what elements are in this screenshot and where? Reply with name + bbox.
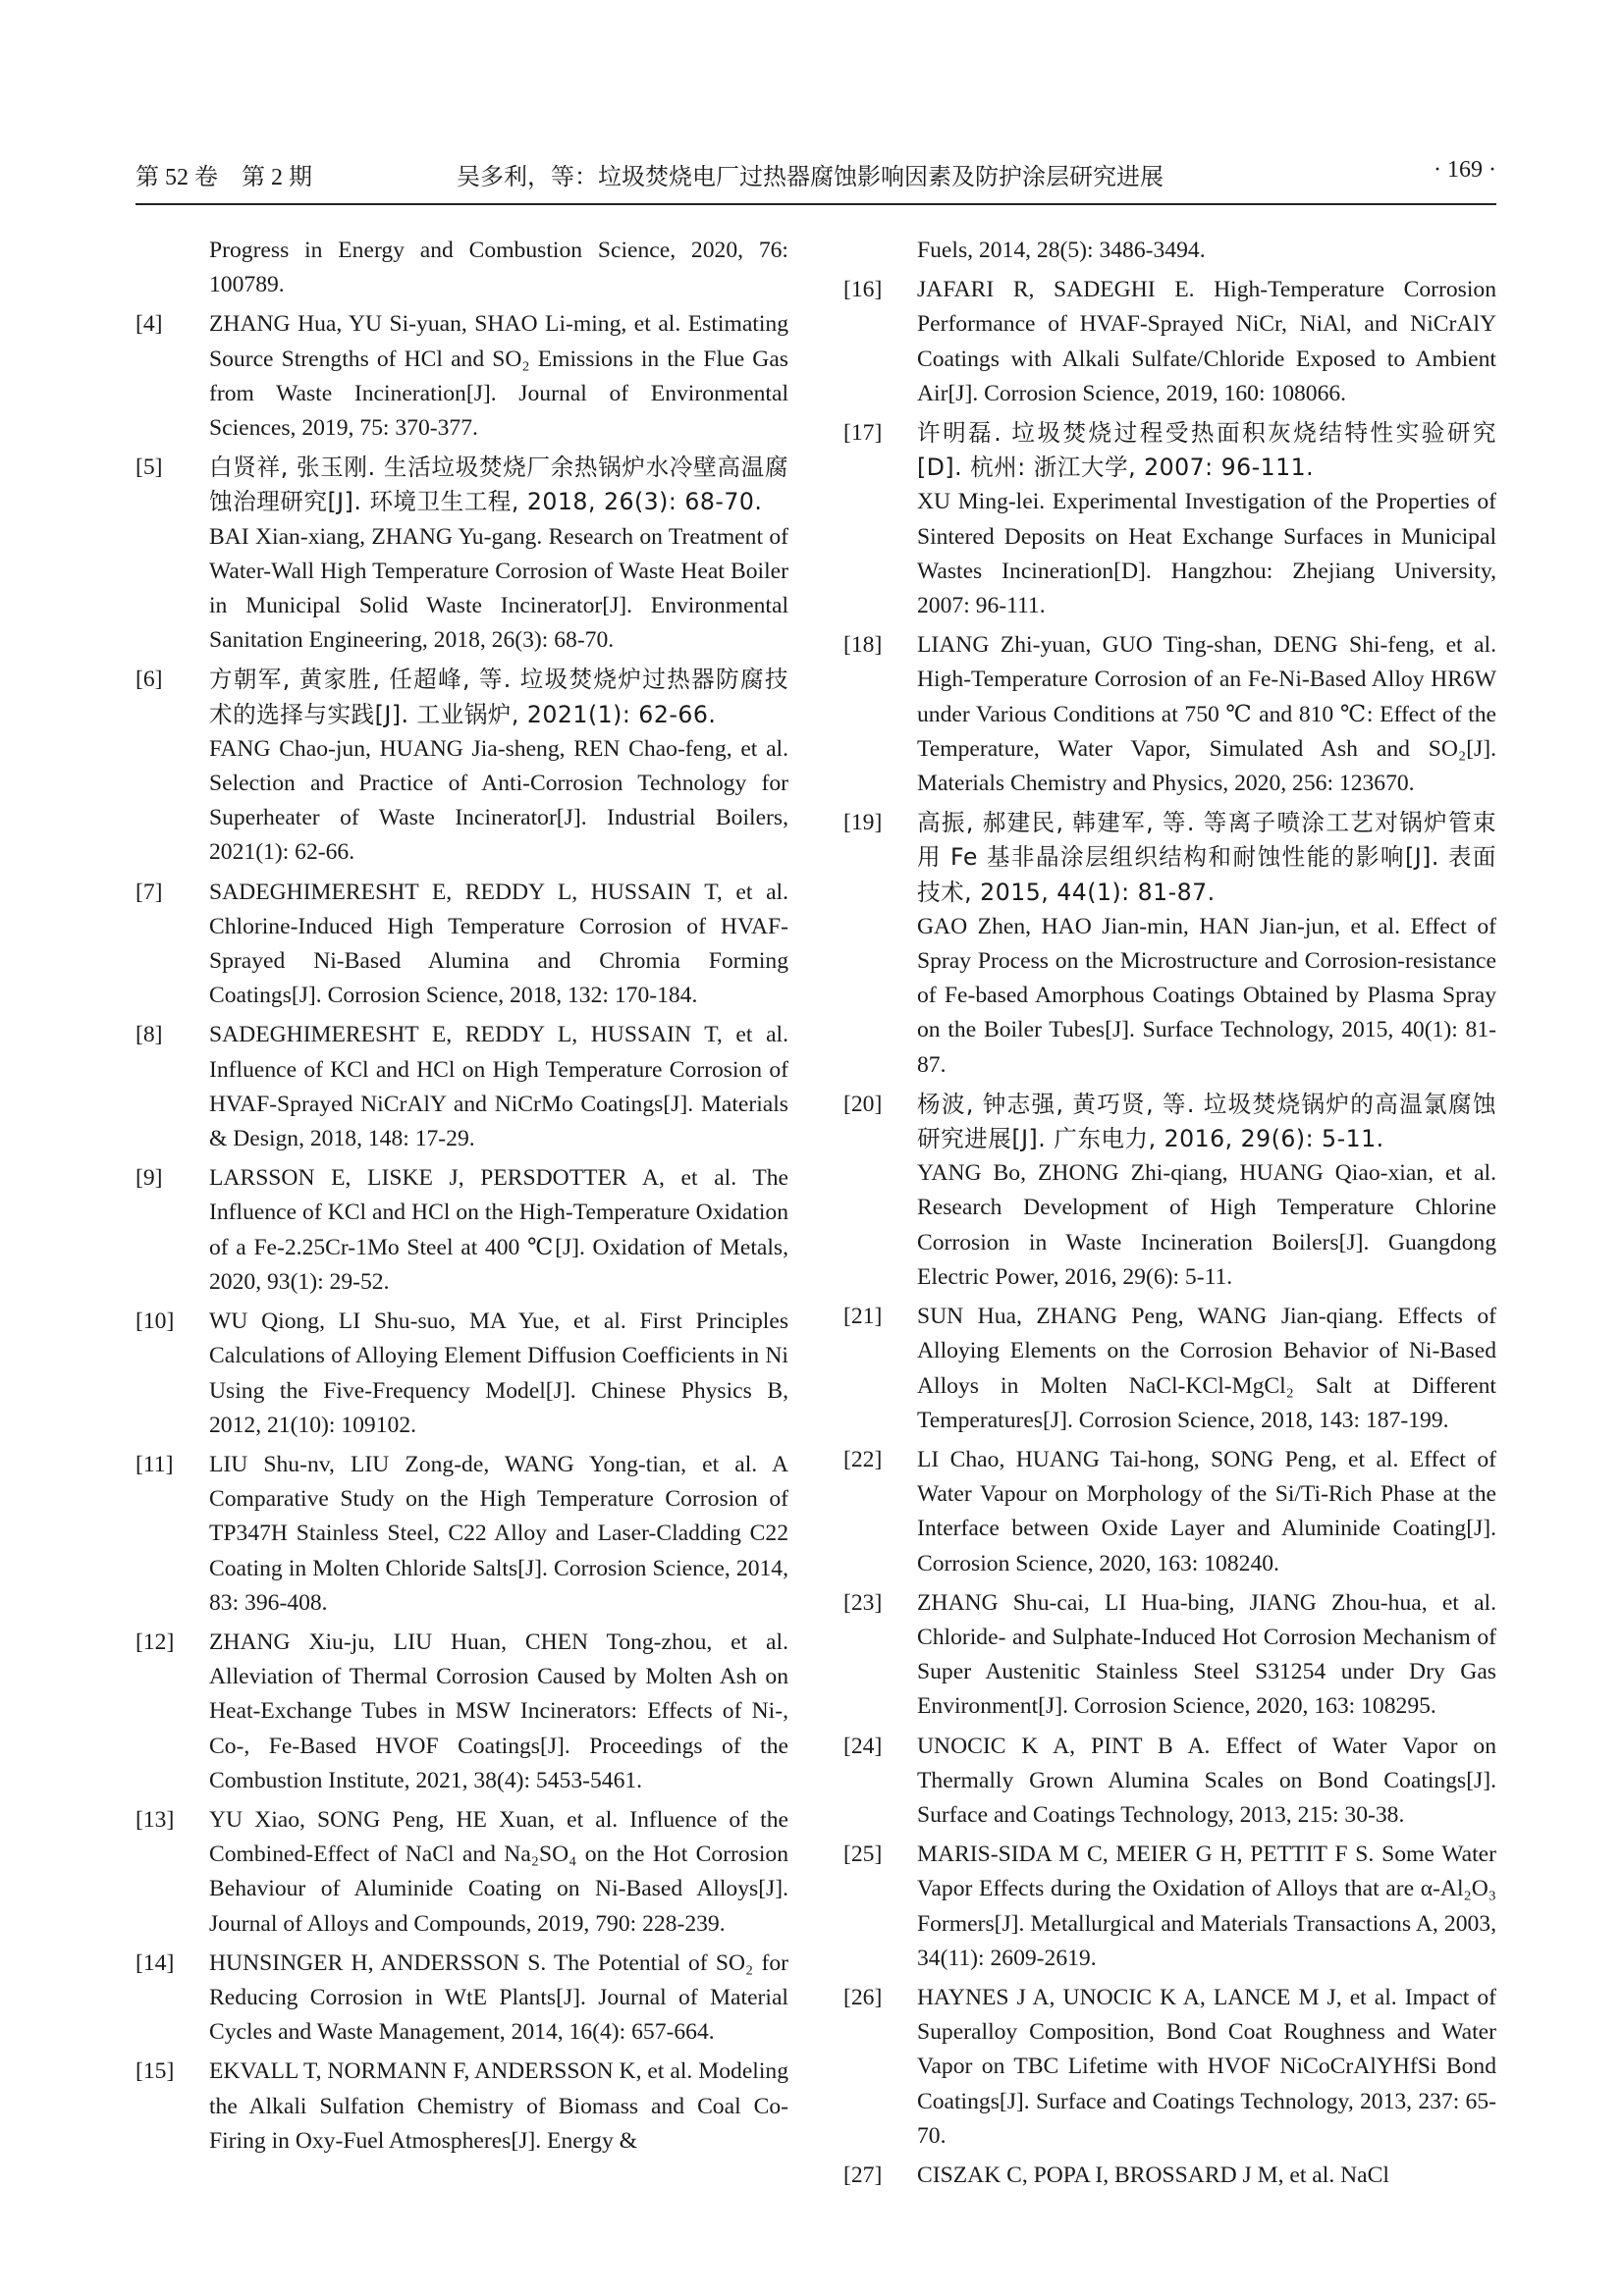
- reference-item: [843, 1730, 1496, 1834]
- reference-body: [209, 307, 788, 446]
- reference-item: [135, 2055, 788, 2159]
- reference-text-english: BAI Xian-xiang, ZHANG Yu-gang. Research on Treatment of Water-Wall High Temperature Corrosion of Waste Heat Boiler in Municipal Solid Waste Incinerator[J]. Environmental Sanitation Engineering, 2018, 26(3): 68-70.: [209, 523, 788, 654]
- reference-body: [917, 1300, 1496, 1438]
- reference-item: [135, 1803, 788, 1942]
- reference-body: [209, 1018, 788, 1156]
- reference-item: [135, 1626, 788, 1798]
- reference-text-chinese: 许明磊. 垃圾焚烧过程受热面积灰烧结特性实验研究[D]. 杭州: 浙江大学, 2007: 96-111.: [917, 419, 1496, 482]
- reference-text-english: GAO Zhen, HAO Jian-min, HAN Jian-jun, et al. Effect of Spray Process on the Microstructure and Corrosion-resistance of Fe-based Amorphous Coatings Obtained by Plasma Spray on the Boiler Tubes[J]. Surface Technology, 2015, 40(1): 81-87.: [917, 913, 1496, 1078]
- reference-text-english: LIANG Zhi-yuan, GUO Ting-shan, DENG Shi-feng, et al. High-Temperature Corrosion of an Fe-Ni-Based Alloy HR6W under Various Conditions at 750 ℃ and 810 ℃: Effect of the Temperature, Water Vapor, Simulated Ash and SO₂[J]. Materials Chemistry and Physics, 2020, 256: 123670.: [917, 632, 1496, 797]
- reference-text-english: SADEGHIMERESHT E, REDDY L, HUSSAIN T, et al. Chlorine-Induced High Temperature Corrosion of HVAF-Sprayed Ni-Based Alumina and Chromia Forming Coatings[J]. Corrosion Science, 2018, 132: 170-184.: [209, 879, 788, 1009]
- reference-body: [917, 806, 1496, 1083]
- reference-item: [843, 416, 1496, 623]
- reference-item: [135, 1161, 788, 1300]
- reference-body: [209, 2055, 788, 2159]
- reference-body: [209, 1305, 788, 1443]
- reference-number: [10]: [135, 1308, 175, 1335]
- reference-number: [19]: [843, 810, 883, 836]
- reference-text-english: XU Ming-lei. Experimental Investigation of the Properties of Sintered Deposits on Heat Exchange Surfaces in Municipal Wastes Incineration[D]. Hangzhou: Zhejiang University, 2007: 96-111.: [917, 489, 1496, 619]
- reference-number: [20]: [843, 1091, 883, 1117]
- reference-text-english: ZHANG Hua, YU Si-yuan, SHAO Li-ming, et al. Estimating Source Strengths of HCl and SO₂ Emissions in the Flue Gas from Waste Incineration[J]. Journal of Environmental Sciences, 2019, 75: 370-377.: [209, 311, 788, 442]
- reference-text-english: ZHANG Shu-cai, LI Hua-bing, JIANG Zhou-hua, et al. Chloride- and Sulphate-Induced Hot Corrosion Mechanism of Super Austenitic Stainless Steel S31254 under Dry Gas Environment[J]. Corrosion Science, 2020, 163: 108295.: [917, 1589, 1496, 1720]
- reference-item: [843, 628, 1496, 801]
- reference-number: [17]: [843, 420, 883, 447]
- right-column: [843, 234, 1496, 2198]
- reference-body: [209, 663, 788, 870]
- running-header: [135, 157, 1496, 202]
- volume-issue: 第 52 卷 第 2 期: [135, 165, 312, 190]
- reference-list-left: [135, 307, 788, 2159]
- reference-text-chinese: 高振, 郝建民, 韩建军, 等. 等离子喷涂工艺对锅炉管束用 Fe 基非晶涂层组织结构和耐蚀性能的影响[J]. 表面技术, 2015, 44(1): 81-87.: [917, 809, 1496, 906]
- reference-item: [135, 1018, 788, 1156]
- page-number: · 169 ·: [1434, 157, 1496, 183]
- reference-item: [135, 1448, 788, 1621]
- reference-text-english: UNOCIC K A, PINT B A. Effect of Water Vapor on Thermally Grown Alumina Scales on Bond Coatings[J]. Surface and Coatings Technology, 2013, 215: 30-38.: [917, 1733, 1496, 1828]
- reference-body: [917, 1981, 1496, 2154]
- reference-item: [843, 1443, 1496, 1581]
- reference-number: [23]: [843, 1589, 883, 1616]
- reference-body: [917, 628, 1496, 801]
- reference-number: [13]: [135, 1806, 175, 1833]
- reference-body: [917, 273, 1496, 411]
- reference-number: [8]: [135, 1022, 163, 1048]
- reference-text-english: SADEGHIMERESHT E, REDDY L, HUSSAIN T, et al. Influence of KCl and HCl on High Temperature Corrosion of HVAF-Sprayed NiCrAlY and NiCrMo Coatings[J]. Materials & Design, 2018, 148: 17-29.: [209, 1022, 788, 1152]
- reference-item: [135, 663, 788, 870]
- reference-number: [27]: [843, 2162, 883, 2188]
- reference-text-english: HUNSINGER H, ANDERSSON S. The Potential of SO₂ for Reducing Corrosion in WtE Plants[J]. Journal of Material Cycles and Waste Management, 2014, 16(4): 657-664.: [209, 1949, 788, 2046]
- reference-text-chinese: 方朝军, 黄家胜, 任超峰, 等. 垃圾焚烧炉过热器防腐技术的选择与实践[J]. 工业锅炉, 2021(1): 62-66.: [209, 666, 788, 728]
- reference-item: [843, 273, 1496, 411]
- reference-text-english: LARSSON E, LISKE J, PERSDOTTER A, et al. The Influence of KCl and HCl on the High-Temperature Oxidation of a Fe-2.25Cr-1Mo Steel at 400 ℃[J]. Oxidation of Metals, 2020, 93(1): 29-52.: [209, 1165, 788, 1295]
- reference-item: [843, 806, 1496, 1083]
- reference-item: [135, 307, 788, 446]
- reference-number: [6]: [135, 667, 163, 693]
- reference-item: [843, 1838, 1496, 1976]
- reference-body: [917, 1730, 1496, 1834]
- reference-item: [843, 1586, 1496, 1725]
- reference-number: [21]: [843, 1304, 883, 1330]
- reference-body: [917, 1586, 1496, 1725]
- reference-text-english: LIU Shu-nv, LIU Zong-de, WANG Yong-tian, et al. A Comparative Study on the High Temperature Corrosion of TP347H Stainless Steel, C22 Alloy and Laser-Cladding C22 Coating in Molten Chloride Salts[J]. Corrosion Science, 2014, 83: 396-408.: [209, 1451, 788, 1616]
- reference-continuation: Progress in Energy and Combustion Science, 2020, 76: 100789.: [209, 238, 788, 298]
- reference-body: [209, 1947, 788, 2051]
- left-column: [135, 234, 788, 2163]
- reference-body: [917, 1443, 1496, 1581]
- reference-item: [135, 451, 788, 658]
- reference-number: [26]: [843, 1984, 883, 2010]
- reference-text-english: FANG Chao-jun, HUANG Jia-sheng, REN Chao-feng, et al. Selection and Practice of Anti-Corrosion Technology for Superheater of Waste Incinerator[J]. Industrial Boilers, 2021(1): 62-66.: [209, 735, 788, 866]
- reference-item: [135, 1947, 788, 2051]
- reference-text-english: EKVALL T, NORMANN F, ANDERSSON K, et al. Modeling the Alkali Sulfation Chemistry of Biomass and Coal Co-Firing in Oxy-Fuel Atmospheres[J]. Energy &: [209, 2058, 788, 2154]
- reference-text-chinese: 白贤祥, 张玉刚. 生活垃圾焚烧厂余热锅炉水冷壁高温腐蚀治理研究[J]. 环境卫生工程, 2018, 26(3): 68-70.: [209, 454, 788, 516]
- reference-continuation: Fuels, 2014, 28(5): 3486-3494.: [917, 238, 1206, 263]
- header-rule: [135, 203, 1496, 205]
- reference-item: [843, 1981, 1496, 2154]
- reference-number: [5]: [135, 454, 163, 481]
- reference-text-chinese: 杨波, 钟志强, 黄巧贤, 等. 垃圾焚烧锅炉的高温氯腐蚀研究进展[J]. 广东电力, 2016, 29(6): 5-11.: [917, 1090, 1496, 1153]
- reference-text-english: ZHANG Xiu-ju, LIU Huan, CHEN Tong-zhou, et al. Alleviation of Thermal Corrosion Caused by Molten Ash on Heat-Exchange Tubes in MSW Incinerators: Effects of Ni-, Co-, Fe-Based HVOF Coatings[J]. Proceedings of the Combustion Institute, 2021, 38(4): 5453-5461.: [209, 1629, 788, 1793]
- reference-body: [209, 451, 788, 658]
- reference-text-english: YU Xiao, SONG Peng, HE Xuan, et al. Influence of the Combined-Effect of NaCl and Na₂SO₄ on the Hot Corrosion Behaviour of Aluminide Coating on Ni-Based Alloys[J]. Journal of Alloys and Compounds, 2019, 790: 228-239.: [209, 1806, 788, 1937]
- reference-number: [18]: [843, 632, 883, 659]
- reference-number: [25]: [843, 1842, 883, 1868]
- reference-number: [12]: [135, 1629, 175, 1655]
- reference-item: [135, 876, 788, 1014]
- reference-body: [209, 1161, 788, 1300]
- reference-number: [14]: [135, 1949, 175, 1976]
- reference-text-english: SUN Hua, ZHANG Peng, WANG Jian-qiang. Effects of Alloying Elements on the Corrosion Behavior of Ni-Based Alloys in Molten NaCl-KCl-MgCl₂ Salt at Different Temperatures[J]. Corrosion Science, 2018, 143: 187-199.: [917, 1304, 1496, 1433]
- reference-number: [15]: [135, 2058, 175, 2085]
- reference-number: [11]: [135, 1451, 174, 1477]
- reference-text-english: WU Qiong, LI Shu-suo, MA Yue, et al. First Principles Calculations of Alloying Element Diffusion Coefficients in Ni Using the Five-Frequency Model[J]. Chinese Physics B, 2012, 21(10): 109102.: [209, 1308, 788, 1438]
- reference-number: [4]: [135, 311, 163, 338]
- reference-list-right: [843, 273, 1496, 2193]
- reference-body: [917, 2159, 1496, 2193]
- reference-number: [7]: [135, 879, 163, 905]
- reference-text-english: LI Chao, HUANG Tai-hong, SONG Peng, et al. Effect of Water Vapour on Morphology of the Si/Ti-Rich Phase at the Interface between Oxide Layer and Aluminide Coating[J]. Corrosion Science, 2020, 163: 108240.: [917, 1446, 1496, 1576]
- reference-body: [209, 1448, 788, 1621]
- reference-text-english: JAFARI R, SADEGHI E. High-Temperature Corrosion Performance of HVAF-Sprayed NiCr, NiAl, and NiCrAlY Coatings with Alkali Sulfate/Chloride Exposed to Ambient Air[J]. Corrosion Science, 2019, 160: 108066.: [917, 277, 1496, 406]
- reference-number: [9]: [135, 1165, 163, 1192]
- reference-body: [209, 876, 788, 1014]
- reference-body: [917, 1088, 1496, 1295]
- reference-number: [16]: [843, 277, 883, 303]
- reference-item: [843, 2159, 1496, 2193]
- reference-body: [209, 1803, 788, 1942]
- reference-text-english: CISZAK C, POPA I, BROSSARD J M, et al. NaCl: [917, 2162, 1389, 2188]
- reference-body: [917, 1838, 1496, 1976]
- running-title: 吴多利，等：垃圾焚烧电厂过热器腐蚀影响因素及防护涂层研究进展: [457, 165, 1164, 190]
- reference-text-english: HAYNES J A, UNOCIC K A, LANCE M J, et al. Impact of Superalloy Composition, Bond Coat Roughness and Water Vapor on TBC Lifetime with HVOF NiCoCrAlYHfSi Bond Coatings[J]. Surface and Coatings Technology, 2013, 237: 65-70.: [917, 1984, 1496, 2149]
- reference-number: [24]: [843, 1733, 883, 1759]
- reference-text-english: YANG Bo, ZHONG Zhi-qiang, HUANG Qiao-xian, et al. Research Development of High Temperature Chlorine Corrosion in Waste Incineration Boilers[J]. Guangdong Electric Power, 2016, 29(6): 5-11.: [917, 1160, 1496, 1290]
- reference-number: [22]: [843, 1446, 883, 1472]
- reference-item: [843, 1088, 1496, 1295]
- reference-text-english: MARIS-SIDA M C, MEIER G H, PETTIT F S. Some Water Vapor Effects during the Oxidation of Alloys that are α-Al₂O₃ Formers[J]. Metallurgical and Materials Transactions A, 2003, 34(11): 2609-2619.: [917, 1842, 1496, 1971]
- reference-item: [843, 1300, 1496, 1438]
- reference-item: [135, 1305, 788, 1443]
- reference-body: [209, 1626, 788, 1798]
- reference-body: [917, 416, 1496, 623]
